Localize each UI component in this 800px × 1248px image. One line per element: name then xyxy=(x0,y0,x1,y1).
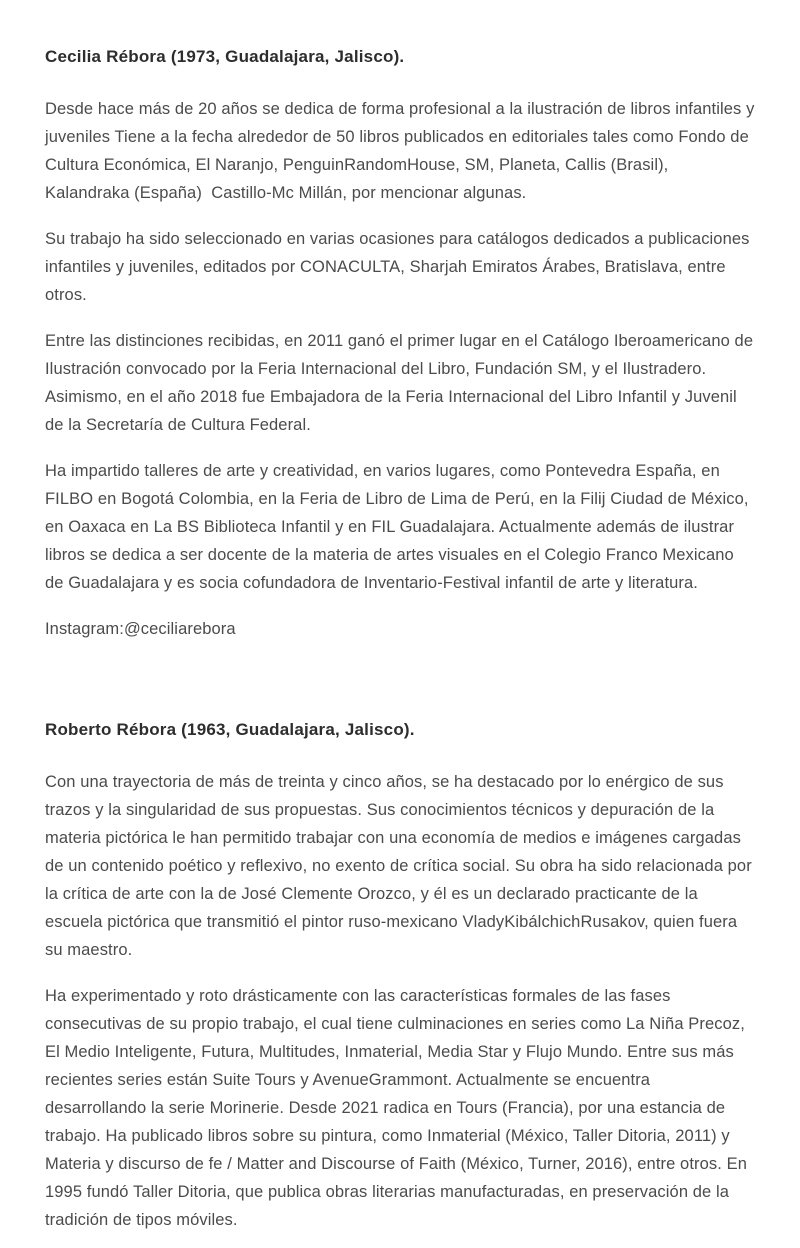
bio-section-roberto-rebora xyxy=(45,717,755,1234)
instagram-handle: Instagram:@ceciliarebora xyxy=(45,620,236,638)
paragraph-cecilia-talleres: Ha impartido talleres de arte y creatividad, en varios lugares, como Pontevedra España, en FILBO en Bogotá Colombia, en la Feria de Libro de Lima de Perú, en la Filij Ciudad de México, en Oaxaca en La BS Biblioteca Infantil y en FIL Guadalajara. Actualmente además de ilustrar libros se dedica a ser docente de la materia de artes visuales en el Colegio Franco Mexicano de Guadalajara y es socia cofundadora de Inventario-Festival infantil de arte y literatura. xyxy=(45,462,754,592)
paragraph-cecilia-distinciones: Entre las distinciones recibidas, en 2011 ganó el primer lugar en el Catálogo Iberoamericano de Ilustración convocado por la Feria Internacional del Libro, Fundación SM, y el Ilustradero. Asimismo, en el año 2018 fue Embajadora de la Feria Internacional del Libro Infantil y Juvenil de la Secretaría de Cultura Federal. xyxy=(45,332,758,434)
section-heading-cecilia: Cecilia Rébora (1973, Guadalajara, Jalisco). xyxy=(45,47,405,66)
paragraph-roberto-series: Ha experimentado y roto drásticamente con las características formales de las fases consecutivas de su propio trabajo, el cual tiene culminaciones en series como La Niña Precoz, El Medio Inteligente, Futura, Multitudes, Inmaterial, Media Star y Flujo Mundo. Entre sus más recientes series están Suite Tours y AvenueGrammont. Actualmente se encuentra desarrollando la serie Morinerie. Desde 2021 radica en Tours (Francia), por una estancia de trabajo. Ha publicado libros sobre su pintura, como Inmaterial (México, Taller Ditoria, 2011) y Materia y discurso de fe / Matter and Discourse of Faith (México, Turner, 2016), entre otros. En 1995 fundó Taller Ditoria, que publica obras literarias manufacturadas, en preservación de la tradición de tipos móviles. xyxy=(45,987,752,1229)
bio-section-cecilia-rebora xyxy=(45,44,760,643)
paragraph-roberto-trayectoria: Con una trayectoria de más de treinta y cinco años, se ha destacado por lo enérgico de sus trazos y la singularidad de sus propuestas. Sus conocimientos técnicos y depuración de la materia pictórica le han permitido trabajar con una economía de medios e imágenes cargadas de un contenido poético y reflexivo, no exento de crítica social. Su obra ha sido relacionada por la crítica de arte con la de José Clemente Orozco, y él es un declarado practicante de la escuela pictórica que transmitió el pintor ruso-mexicano VladyKibálchichRusakov, quien fuera su maestro. xyxy=(45,773,757,959)
section-spacer xyxy=(45,661,755,717)
paragraph-cecilia-intro: Desde hace más de 20 años se dedica de forma profesional a la ilustración de libros infantiles y juveniles Tiene a la fecha alrededor de 50 libros publicados en editoriales tales como Fondo de Cultura Económica, El Naranjo, PenguinRandomHouse, SM, Planeta, Callis (Brasil), Kalandraka (España) Castillo-Mc Millán, por mencionar algunas. xyxy=(45,100,760,202)
section-heading-roberto: Roberto Rébora (1963, Guadalajara, Jalisco). xyxy=(45,720,415,739)
paragraph-cecilia-catalogos: Su trabajo ha sido seleccionado en varias ocasiones para catálogos dedicados a publicaciones infantiles y juveniles, editados por CONACULTA, Sharjah Emiratos Árabes, Bratislava, entre otros. xyxy=(45,230,755,304)
